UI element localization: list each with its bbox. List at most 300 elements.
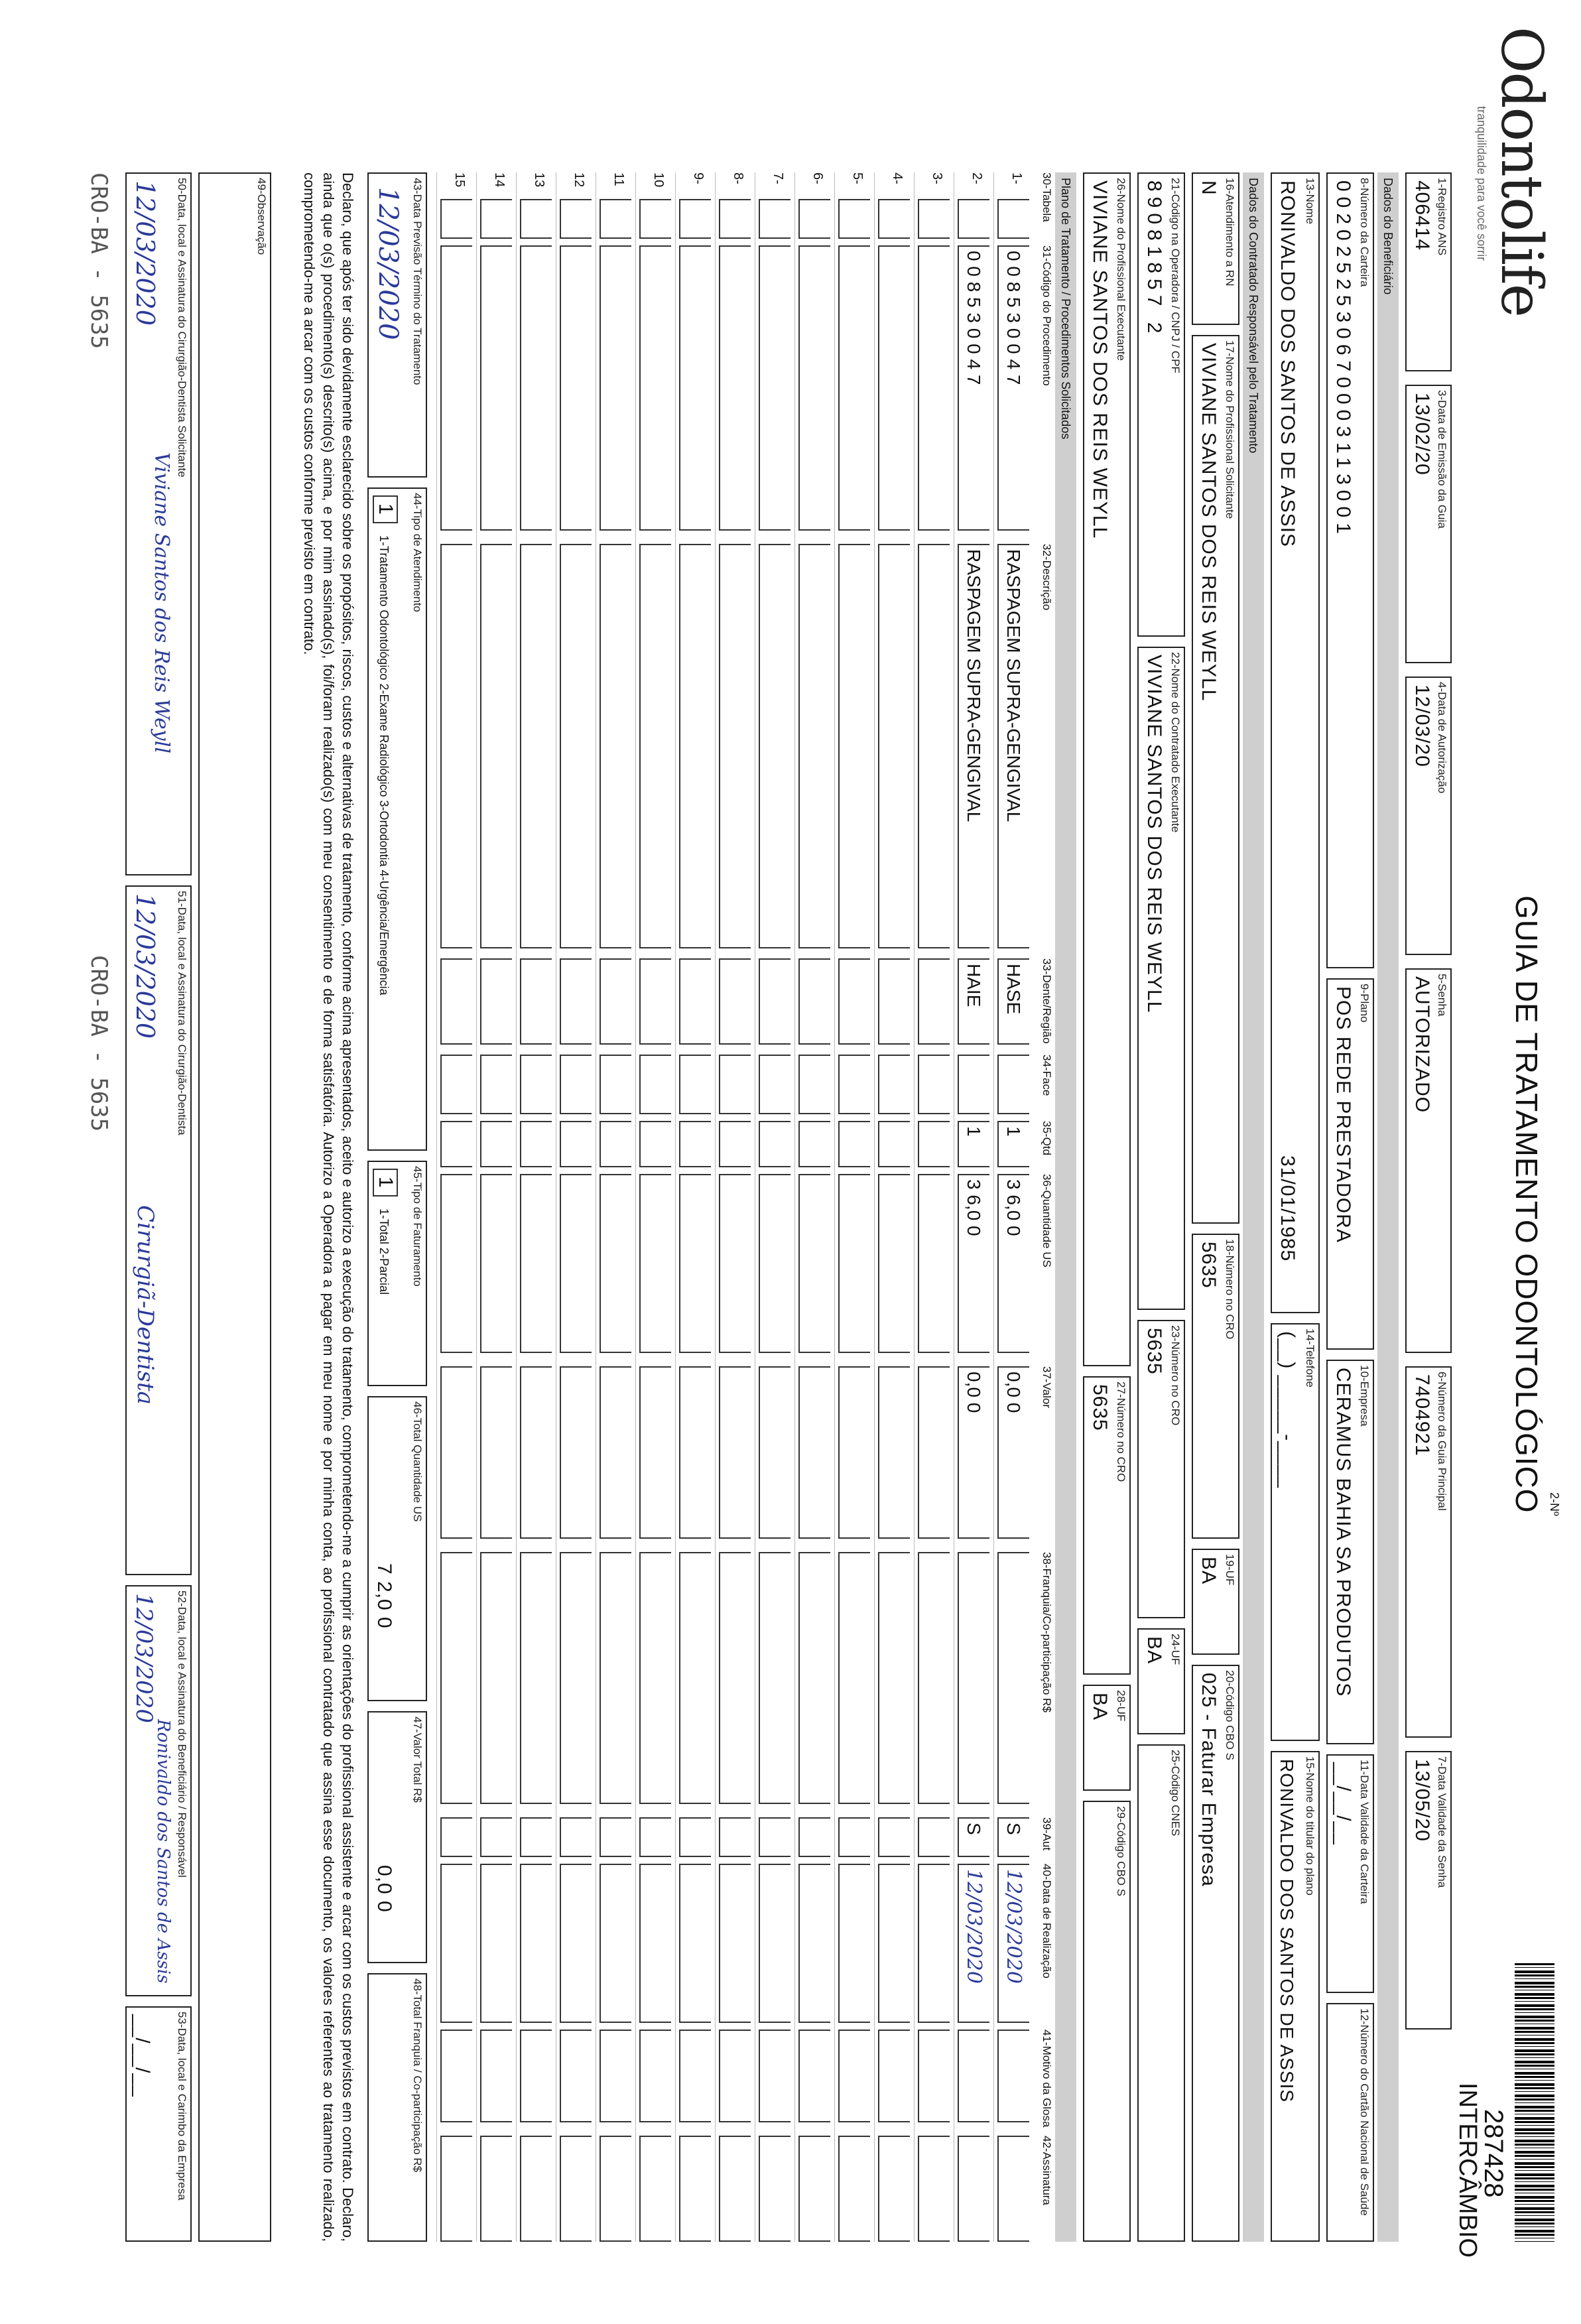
- cell-face[interactable]: [878, 1055, 910, 1114]
- cell-codigo[interactable]: 0 0 8 5 3 0 0 4 7: [958, 245, 989, 531]
- cro-field[interactable]: 18-Número no CRO 5635: [1192, 1234, 1239, 1539]
- nascimento-value: 31/01/1985: [1277, 1155, 1298, 1262]
- copy-label: 2-Nº: [1548, 1492, 1561, 1516]
- cell-data[interactable]: [918, 1864, 950, 2023]
- cell-tabela[interactable]: [719, 199, 751, 239]
- cell-aut[interactable]: [918, 1817, 950, 1857]
- cell-codigo[interactable]: [440, 245, 472, 531]
- registro-ans-value: 406414: [1411, 180, 1433, 251]
- cell-face[interactable]: [838, 1055, 870, 1114]
- cell-motivo[interactable]: [480, 2030, 512, 2122]
- cell-franquia[interactable]: [918, 1552, 950, 1804]
- cell-aut[interactable]: S: [997, 1817, 1029, 1857]
- table-row: [914, 172, 954, 2242]
- procedimentos-header: [1035, 172, 1053, 2242]
- tipo-atendimento-field[interactable]: 44-Tipo de Atendimento 1 1-Tratamento Odontológico 2-Exame Radiológico 3-Ortodontia 4-Urgência/Emergência: [367, 487, 427, 1151]
- cell-us[interactable]: [798, 1174, 830, 1353]
- telefone-field[interactable]: 14-Telefone (__) _____-____: [1271, 1323, 1320, 1741]
- cell-face[interactable]: [600, 1055, 631, 1114]
- cell-tabela[interactable]: [997, 199, 1029, 239]
- cell-codigo[interactable]: [878, 245, 910, 531]
- executante-field[interactable]: 26-Nome do Profissional Executante VIVIANE SANTOS DOS REIS WEYLL: [1083, 172, 1131, 1366]
- cell-us[interactable]: [719, 1174, 751, 1353]
- assinatura-beneficiario-signature: Ronivaldo dos Santos de Assis: [153, 1719, 173, 1984]
- tipo-faturamento-value: 1: [373, 1169, 398, 1196]
- cell-aut[interactable]: [440, 1817, 472, 1857]
- cell-descricao[interactable]: [878, 544, 910, 948]
- logo-tagline: tranquilidade para você sorrir: [1475, 106, 1488, 261]
- cell-qtd[interactable]: [480, 1121, 512, 1167]
- cell-dente[interactable]: [560, 958, 592, 1045]
- cell-qtd[interactable]: 1: [958, 1121, 989, 1167]
- cell-descricao[interactable]: RASPAGEM SUPRA-GENGIVAL: [997, 544, 1029, 948]
- cell-aut[interactable]: S: [958, 1817, 989, 1857]
- cell-assinatura[interactable]: [679, 2136, 711, 2242]
- cell-motivo[interactable]: [719, 2030, 751, 2122]
- cell-assinatura[interactable]: [878, 2136, 910, 2242]
- col-descricao: 32-Descrição: [1041, 544, 1053, 611]
- cell-motivo[interactable]: [838, 2030, 870, 2122]
- cell-descricao[interactable]: [639, 544, 671, 948]
- cell-qtd[interactable]: [798, 1121, 830, 1167]
- cell-descricao[interactable]: [759, 544, 790, 948]
- cell-descricao[interactable]: RASPAGEM SUPRA-GENGIVAL: [958, 544, 989, 948]
- validade-carteira-field[interactable]: 11-Data Validade da Carteira __/__/__: [1326, 1754, 1374, 1993]
- uf3-value: BA: [1089, 1693, 1111, 1721]
- cell-dente[interactable]: [918, 958, 950, 1045]
- cell-face[interactable]: [798, 1055, 830, 1114]
- cell-us[interactable]: [520, 1174, 552, 1353]
- cell-us[interactable]: 3 6,0 0: [958, 1174, 989, 1353]
- cell-data[interactable]: [560, 1864, 592, 2023]
- table-row: [954, 172, 993, 2242]
- cell-qtd[interactable]: [759, 1121, 790, 1167]
- table-row: [635, 172, 675, 2242]
- cell-franquia[interactable]: [480, 1552, 512, 1804]
- cell-tabela[interactable]: [798, 199, 830, 239]
- cell-qtd[interactable]: [560, 1121, 592, 1167]
- total-qtd-value: 7 2,0 0: [373, 1563, 395, 1629]
- cell-tabela[interactable]: [639, 199, 671, 239]
- col-qtd: 35-Qtd: [1041, 1121, 1053, 1155]
- cell-franquia[interactable]: [838, 1552, 870, 1804]
- cell-aut[interactable]: [838, 1817, 870, 1857]
- cell-aut[interactable]: [600, 1817, 631, 1857]
- table-row: [516, 172, 556, 2242]
- cell-tabela[interactable]: [440, 199, 472, 239]
- cell-aut[interactable]: [798, 1817, 830, 1857]
- assinatura-executante-date: 12/03/2020: [131, 893, 160, 1039]
- cell-aut[interactable]: [639, 1817, 671, 1857]
- cell-assinatura[interactable]: [560, 2136, 592, 2242]
- cbo-field[interactable]: 20-Código CBO S 025 - Faturar Empresa: [1192, 1665, 1239, 2242]
- cell-qtd[interactable]: [878, 1121, 910, 1167]
- contratado-value: VIVIANE SANTOS DOS REIS WEYLL: [1143, 655, 1165, 1013]
- cell-codigo[interactable]: [918, 245, 950, 531]
- cell-assinatura[interactable]: [719, 2136, 751, 2242]
- cell-face[interactable]: [679, 1055, 711, 1114]
- cell-tabela[interactable]: [878, 199, 910, 239]
- row-number: 9-: [691, 172, 706, 184]
- cell-motivo[interactable]: [918, 2030, 950, 2122]
- carimbo-empresa-date: __/__/__: [131, 2014, 153, 2097]
- cell-data[interactable]: [759, 1864, 790, 2023]
- beneficiario-section: Dados do Beneficiário: [1377, 172, 1399, 2242]
- cell-valor[interactable]: [480, 1366, 512, 1539]
- cbo3-field[interactable]: 29-Código CBO S: [1083, 1801, 1131, 2242]
- cell-dente[interactable]: HAIE: [958, 958, 989, 1045]
- cell-dente[interactable]: [639, 958, 671, 1045]
- cell-data[interactable]: [838, 1864, 870, 2023]
- cell-motivo[interactable]: [440, 2030, 472, 2122]
- cell-valor[interactable]: [600, 1366, 631, 1539]
- cell-face[interactable]: [520, 1055, 552, 1114]
- cell-motivo[interactable]: [560, 2030, 592, 2122]
- nome-value: RONIVALDO DOS SANTOS DE ASSIS: [1277, 180, 1298, 548]
- contratado-field[interactable]: 22-Nome do Contratado Executante VIVIANE SANTOS DOS REIS WEYLL: [1137, 647, 1185, 1310]
- uf3-field[interactable]: 28-UF BA: [1083, 1685, 1131, 1791]
- cell-dente[interactable]: [600, 958, 631, 1045]
- cell-descricao[interactable]: [560, 544, 592, 948]
- carteira-field[interactable]: 8-Número da Carteira 0020252530670003113001: [1326, 172, 1374, 968]
- cell-dente[interactable]: [679, 958, 711, 1045]
- titular-value: RONIVALDO DOS SANTOS DE ASSIS: [1277, 1759, 1297, 2103]
- cell-face[interactable]: [759, 1055, 790, 1114]
- cell-aut[interactable]: [759, 1817, 790, 1857]
- assinatura-solicitante-date: 12/03/2020: [131, 180, 160, 326]
- cbo-value: 025 - Faturar Empresa: [1198, 1673, 1220, 1887]
- cell-tabela[interactable]: [480, 199, 512, 239]
- cell-codigo[interactable]: [679, 245, 711, 531]
- cell-qtd[interactable]: [639, 1121, 671, 1167]
- operadora-field[interactable]: 21-Código na Operadora / CNPJ / CPF 89081857 2: [1137, 172, 1185, 637]
- cell-qtd[interactable]: [600, 1121, 631, 1167]
- cell-assinatura[interactable]: [838, 2136, 870, 2242]
- cell-descricao[interactable]: [440, 544, 472, 948]
- cell-codigo[interactable]: [520, 245, 552, 531]
- cell-us[interactable]: [600, 1174, 631, 1353]
- col-codigo: 31-Código do Procedimento: [1041, 245, 1053, 386]
- col-assinatura: 42-Assinatura: [1041, 2136, 1053, 2205]
- carteira-value: 0020252530670003113001: [1332, 180, 1354, 539]
- total-franquia-field[interactable]: 48-Total Franquia / Co-participação R$: [367, 1973, 427, 2242]
- cell-descricao[interactable]: [719, 544, 751, 948]
- assinatura-beneficiario-date: 12/03/2020: [131, 1593, 157, 1723]
- cell-codigo[interactable]: [600, 245, 631, 531]
- cell-assinatura[interactable]: [520, 2136, 552, 2242]
- cell-dente[interactable]: [440, 958, 472, 1045]
- cell-franquia[interactable]: [997, 1552, 1029, 1804]
- cell-descricao[interactable]: [918, 544, 950, 948]
- assinatura-executante-signature: Cirurgiã-Dentista: [132, 1205, 158, 1405]
- valor-total-field[interactable]: 47-Valor Total R$ 0,0 0: [367, 1711, 427, 1963]
- empresa-value: CERAMUS BAHIA SA PRODUTOS: [1332, 1368, 1354, 1697]
- cell-us[interactable]: [918, 1174, 950, 1353]
- barcode: [1515, 1963, 1554, 2242]
- cell-tabela[interactable]: [560, 199, 592, 239]
- titular-field[interactable]: 15-Nome do titular do plano RONIVALDO DOS SANTOS DE ASSIS: [1271, 1751, 1320, 2242]
- plano-value: POS REDE PRESTADORA: [1332, 986, 1354, 1243]
- row-number: 12: [572, 172, 586, 188]
- validade-carteira-value: __/__/__: [1332, 1762, 1354, 1845]
- cell-face[interactable]: [440, 1055, 472, 1114]
- cell-face[interactable]: [480, 1055, 512, 1114]
- cell-dente[interactable]: HASE: [997, 958, 1029, 1045]
- cell-codigo[interactable]: [639, 245, 671, 531]
- cell-assinatura[interactable]: [997, 2136, 1029, 2242]
- cro3-field[interactable]: 27-Número no CRO 5635: [1083, 1376, 1131, 1675]
- cell-valor[interactable]: [798, 1366, 830, 1539]
- cell-qtd[interactable]: [719, 1121, 751, 1167]
- cro2-value: 5635: [1143, 1328, 1165, 1375]
- table-row: [436, 172, 476, 2242]
- cell-motivo[interactable]: [878, 2030, 910, 2122]
- cell-motivo[interactable]: [958, 2030, 989, 2122]
- cell-face[interactable]: [958, 1055, 989, 1114]
- cell-aut[interactable]: [520, 1817, 552, 1857]
- cell-motivo[interactable]: [639, 2030, 671, 2122]
- data-emissao-field[interactable]: 3-Data de Emissão da Guia 13/02/20: [1405, 385, 1452, 663]
- cell-valor[interactable]: [878, 1366, 910, 1539]
- cnes-field[interactable]: 25-Código CNES: [1137, 1744, 1185, 2242]
- cell-franquia[interactable]: [600, 1552, 631, 1804]
- validade-senha-field[interactable]: 7-Data Validade da Senha 13/05/20: [1405, 1751, 1452, 2030]
- cell-face[interactable]: [560, 1055, 592, 1114]
- table-row: [794, 172, 834, 2242]
- col-aut: 39-Aut: [1041, 1817, 1053, 1851]
- cell-codigo[interactable]: [759, 245, 790, 531]
- guia-principal-field[interactable]: 6-Número da Guia Principal 7404921: [1405, 1366, 1452, 1738]
- total-qtd-field[interactable]: 46-Total Quantidade US 7 2,0 0: [367, 1396, 427, 1701]
- cell-us[interactable]: [679, 1174, 711, 1353]
- cell-assinatura[interactable]: [759, 2136, 790, 2242]
- cell-us[interactable]: [560, 1174, 592, 1353]
- cell-descricao[interactable]: [798, 544, 830, 948]
- network-label: INTERCÂMBIO: [1454, 2083, 1482, 2258]
- cell-data[interactable]: [639, 1864, 671, 2023]
- cell-dente[interactable]: [719, 958, 751, 1045]
- logo-text: Odontolife: [1488, 27, 1554, 316]
- previsao-field[interactable]: 43-Data Previsão Término do Tratamento 12/03/2020: [367, 172, 427, 478]
- cell-data[interactable]: [520, 1864, 552, 2023]
- cell-us[interactable]: [759, 1174, 790, 1353]
- data-emissao-value: 13/02/20: [1411, 393, 1433, 476]
- cell-codigo[interactable]: [798, 245, 830, 531]
- registro-ans-field[interactable]: 1-Registro ANS 406414: [1405, 172, 1452, 371]
- cell-valor[interactable]: [520, 1366, 552, 1539]
- cell-assinatura[interactable]: [958, 2136, 989, 2242]
- cell-franquia[interactable]: [719, 1552, 751, 1804]
- cell-tabela[interactable]: [958, 199, 989, 239]
- table-row: [596, 172, 635, 2242]
- uf2-field[interactable]: 24-UF BA: [1137, 1628, 1185, 1734]
- cell-motivo[interactable]: [600, 2030, 631, 2122]
- cell-dente[interactable]: [798, 958, 830, 1045]
- cell-descricao[interactable]: [520, 544, 552, 948]
- cell-codigo[interactable]: 0 0 8 5 3 0 0 4 7: [997, 245, 1029, 531]
- cell-us[interactable]: [480, 1174, 512, 1353]
- cell-assinatura[interactable]: [440, 2136, 472, 2242]
- row-number: 1-: [1009, 172, 1024, 184]
- cell-dente[interactable]: [520, 958, 552, 1045]
- cell-qtd[interactable]: [679, 1121, 711, 1167]
- cell-data[interactable]: [878, 1864, 910, 2023]
- cell-us[interactable]: [639, 1174, 671, 1353]
- cell-data[interactable]: [440, 1864, 472, 2023]
- senha-field[interactable]: 5-Senha AUTORIZADO: [1405, 968, 1452, 1353]
- cell-codigo[interactable]: [838, 245, 870, 531]
- cell-franquia[interactable]: [520, 1552, 552, 1804]
- plano-field[interactable]: 9-Plano POS REDE PRESTADORA: [1326, 978, 1374, 1350]
- cell-dente[interactable]: [759, 958, 790, 1045]
- cell-descricao[interactable]: [600, 544, 631, 948]
- cell-us[interactable]: [440, 1174, 472, 1353]
- assinatura-solicitante-field[interactable]: 50-Data, local e Assinatura do Cirurgião-Dentista Solicitante 12/03/2020 Viviane Santos dos Reis Weyll: [125, 172, 192, 875]
- cell-franquia[interactable]: [759, 1552, 790, 1804]
- tipo-atendimento-value: 1: [373, 495, 398, 523]
- cell-franquia[interactable]: [958, 1552, 989, 1804]
- cell-franquia[interactable]: [639, 1552, 671, 1804]
- cell-us[interactable]: [878, 1174, 910, 1353]
- cell-franquia[interactable]: [798, 1552, 830, 1804]
- cell-tabela[interactable]: [679, 199, 711, 239]
- row-number: 6-: [810, 172, 825, 184]
- cell-aut[interactable]: [679, 1817, 711, 1857]
- row-number: 3-: [930, 172, 944, 184]
- cell-assinatura[interactable]: [918, 2136, 950, 2242]
- observacao-field[interactable]: 49-Observação: [198, 172, 271, 2242]
- cell-assinatura[interactable]: [600, 2136, 631, 2242]
- cell-dente[interactable]: [838, 958, 870, 1045]
- cell-face[interactable]: [997, 1055, 1029, 1114]
- cell-valor[interactable]: [560, 1366, 592, 1539]
- cell-motivo[interactable]: [679, 2030, 711, 2122]
- cell-descricao[interactable]: [480, 544, 512, 948]
- cell-valor[interactable]: [759, 1366, 790, 1539]
- uf-field[interactable]: 19-UF BA: [1192, 1549, 1239, 1655]
- cell-data[interactable]: 12/03/2020: [997, 1864, 1029, 2023]
- cell-motivo[interactable]: [798, 2030, 830, 2122]
- table-row: [476, 172, 516, 2242]
- procedimentos-section: Plano de Tratamento / Procedimentos Solicitados: [1055, 172, 1076, 2242]
- previsao-value: 12/03/2020: [373, 187, 403, 340]
- company-logo: [1455, 27, 1554, 316]
- table-row: [715, 172, 755, 2242]
- cro2-field[interactable]: 23-Número no CRO 5635: [1137, 1320, 1185, 1618]
- cell-qtd[interactable]: [918, 1121, 950, 1167]
- cell-dente[interactable]: [480, 958, 512, 1045]
- carimbo-empresa-field[interactable]: 53-Data, local e Carimbo da Empresa __/__/__: [125, 2006, 192, 2242]
- cell-data[interactable]: [480, 1864, 512, 2023]
- cell-data[interactable]: [798, 1864, 830, 2023]
- cell-descricao[interactable]: [679, 544, 711, 948]
- cell-aut[interactable]: [719, 1817, 751, 1857]
- table-row: [556, 172, 596, 2242]
- guia-principal-value: 7404921: [1411, 1374, 1433, 1456]
- cell-valor[interactable]: 0,0 0: [958, 1366, 989, 1539]
- cell-face[interactable]: [639, 1055, 671, 1114]
- cell-descricao[interactable]: [838, 544, 870, 948]
- col-quantidade-us: 36-Quantidade US: [1041, 1174, 1053, 1267]
- cell-franquia[interactable]: [440, 1552, 472, 1804]
- cell-data[interactable]: 12/03/2020: [958, 1864, 989, 2023]
- assinatura-beneficiario-field[interactable]: 52-Data, local e Assinatura do Beneficiário / Responsável 12/03/2020 Ronivaldo dos Santos de Assis: [125, 1585, 192, 1996]
- cell-qtd[interactable]: [838, 1121, 870, 1167]
- col-face: 34-Face: [1041, 1055, 1053, 1096]
- cell-assinatura[interactable]: [480, 2136, 512, 2242]
- cell-franquia[interactable]: [560, 1552, 592, 1804]
- rn-field[interactable]: 16-Atendimento a RN N: [1192, 172, 1239, 325]
- row-number: 10: [651, 172, 666, 188]
- cell-aut[interactable]: [560, 1817, 592, 1857]
- cell-face[interactable]: [918, 1055, 950, 1114]
- cell-dente[interactable]: [878, 958, 910, 1045]
- telefone-value: (__) _____-____: [1277, 1331, 1298, 1488]
- solicitante-value: VIVIANE SANTOS DOS REIS WEYLL: [1198, 343, 1220, 702]
- cell-qtd[interactable]: [440, 1121, 472, 1167]
- cell-qtd[interactable]: [520, 1121, 552, 1167]
- tipo-atendimento-options: 1-Tratamento Odontológico 2-Exame Radiológico 3-Ortodontia 4-Urgência/Emergência: [377, 535, 391, 996]
- solicitante-field[interactable]: 17-Nome do Profissional Solicitante VIVIANE SANTOS DOS REIS WEYLL: [1192, 335, 1239, 1224]
- cell-tabela[interactable]: [838, 199, 870, 239]
- cns-field[interactable]: 12-Número do Cartão Nacional de Saúde: [1326, 2003, 1374, 2242]
- cro-stamp-solicitante: CRO-BA - 5635: [86, 172, 112, 350]
- senha-value: AUTORIZADO: [1411, 976, 1433, 1114]
- cell-valor[interactable]: [639, 1366, 671, 1539]
- cell-valor[interactable]: [918, 1366, 950, 1539]
- cell-assinatura[interactable]: [639, 2136, 671, 2242]
- cell-tabela[interactable]: [520, 199, 552, 239]
- cell-us[interactable]: 3 6,0 0: [997, 1174, 1029, 1353]
- cell-data[interactable]: [679, 1864, 711, 2023]
- cell-face[interactable]: [719, 1055, 751, 1114]
- cell-valor[interactable]: [719, 1366, 751, 1539]
- cell-qtd[interactable]: 1: [997, 1121, 1029, 1167]
- cell-valor[interactable]: [440, 1366, 472, 1539]
- col-motivo-glosa: 41-Motivo da Glosa: [1041, 2030, 1053, 2128]
- cell-data[interactable]: [600, 1864, 631, 2023]
- cell-us[interactable]: [838, 1174, 870, 1353]
- cell-tabela[interactable]: [759, 199, 790, 239]
- operadora-value: 89081857 2: [1143, 180, 1165, 339]
- cell-codigo[interactable]: [719, 245, 751, 531]
- cell-data[interactable]: [719, 1864, 751, 2023]
- cell-aut[interactable]: [480, 1817, 512, 1857]
- cell-franquia[interactable]: [878, 1552, 910, 1804]
- cell-motivo[interactable]: [520, 2030, 552, 2122]
- cell-assinatura[interactable]: [798, 2136, 830, 2242]
- declaracao-text: Declaro, que após ter sido devidamente esclarecido sobre os propósitos, riscos, custos e alternativas de tratamento, conforme acima apresentados, aceito e autorizo a execução do tratamento, comprometendo-me a cumprir as orientações do profissional assistente e arcar com os custos previstos em contrato. Declaro, ainda que o(s) procedimento(s) descrito(s) acima, e por mim assinado(s), foi/foram realizado(s) com meu consentimento e de forma satisfatória. Autorizo a Operadora a pagar em meu nome e por minha conta, ao profissional contratado que assina esse documento, os valores referentes ao tratamento realizado, comprometendo-me a arcar com os custos conforme previsto em contrato.: [301, 172, 356, 2242]
- cell-tabela[interactable]: [600, 199, 631, 239]
- cell-valor[interactable]: 0,0 0: [997, 1366, 1029, 1539]
- cell-franquia[interactable]: [679, 1552, 711, 1804]
- cell-valor[interactable]: [679, 1366, 711, 1539]
- cell-aut[interactable]: [878, 1817, 910, 1857]
- col-franquia: 38-Franquia/Co-participação R$: [1041, 1552, 1053, 1712]
- cell-motivo[interactable]: [997, 2030, 1029, 2122]
- empresa-field[interactable]: 10-Empresa CERAMUS BAHIA SA PRODUTOS: [1326, 1360, 1374, 1744]
- row-number: 13: [532, 172, 546, 188]
- tipo-faturamento-field[interactable]: 45-Tipo de Faturamento 1 1-Total 2-Parcial: [367, 1161, 427, 1386]
- nome-field[interactable]: 13-Nome RONIVALDO DOS SANTOS DE ASSIS 31/01/1985: [1271, 172, 1320, 1313]
- cell-codigo[interactable]: [480, 245, 512, 531]
- cell-codigo[interactable]: [560, 245, 592, 531]
- cell-tabela[interactable]: [918, 199, 950, 239]
- assinatura-executante-field[interactable]: 51-Data, local e Assinatura do Cirurgião-Dentista 12/03/2020 Cirurgiã-Dentista: [125, 885, 192, 1575]
- cell-valor[interactable]: [838, 1366, 870, 1539]
- cell-motivo[interactable]: [759, 2030, 790, 2122]
- data-autorizacao-field[interactable]: 4-Data de Autorização 12/03/20: [1405, 677, 1452, 955]
